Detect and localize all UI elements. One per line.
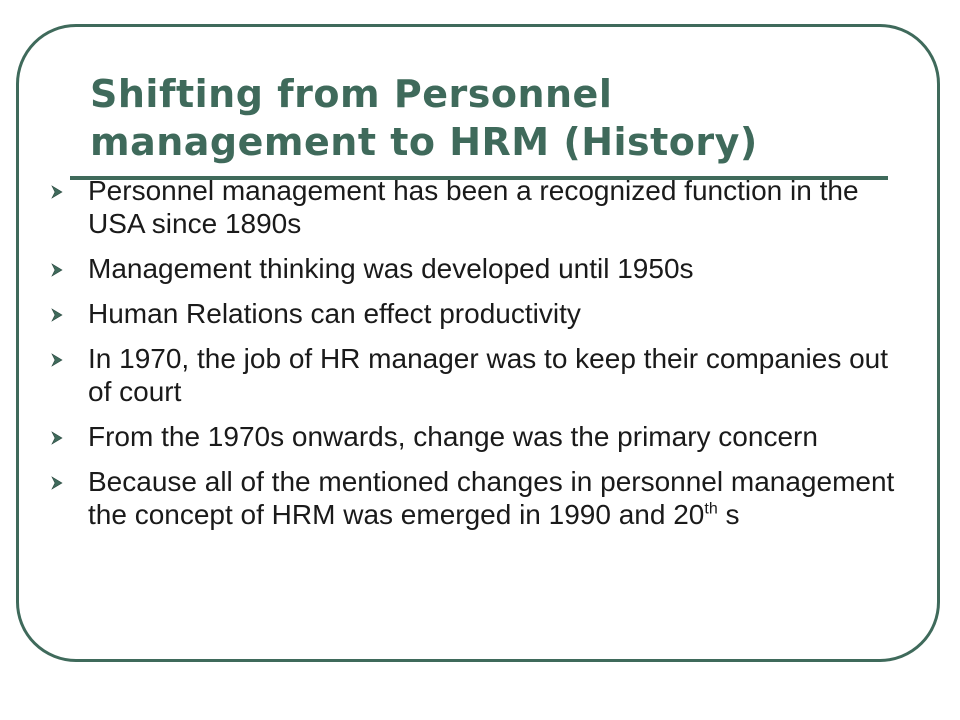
slide-title-line-2: management to HRM (History) xyxy=(90,120,758,164)
bullet-list xyxy=(50,174,910,543)
arrow-bullet-icon xyxy=(50,263,64,277)
bullet-item xyxy=(50,252,910,285)
slide-title xyxy=(90,70,850,166)
bullet-text: From the 1970s onwards, change was the primary concern xyxy=(88,421,818,452)
bullet-text xyxy=(88,466,894,530)
arrow-bullet-icon xyxy=(50,185,64,199)
bullet-text: Management thinking was developed until 1950s xyxy=(88,253,694,284)
bullet-text-tail: s xyxy=(717,499,740,530)
bullet-text: Human Relations can effect productivity xyxy=(88,298,581,329)
bullet-item xyxy=(50,174,910,240)
bullet-item xyxy=(50,342,910,408)
arrow-bullet-icon xyxy=(50,476,64,490)
bullet-item xyxy=(50,465,910,531)
arrow-bullet-icon xyxy=(50,353,64,367)
arrow-bullet-icon xyxy=(50,431,64,445)
bullet-text-main: Because all of the mentioned changes in personnel management the concept of HRM was emerged in 1990 and 20 xyxy=(88,466,895,530)
bullet-text: Personnel management has been a recognized function in the USA since 1890s xyxy=(88,175,859,239)
arrow-bullet-icon xyxy=(50,308,64,322)
bullet-text: In 1970, the job of HR manager was to keep their companies out of court xyxy=(88,343,889,407)
slide-title-line-1: Shifting from Personnel xyxy=(90,72,613,116)
bullet-item xyxy=(50,297,910,330)
superscript-th: th xyxy=(704,500,718,518)
bullet-item xyxy=(50,420,910,453)
